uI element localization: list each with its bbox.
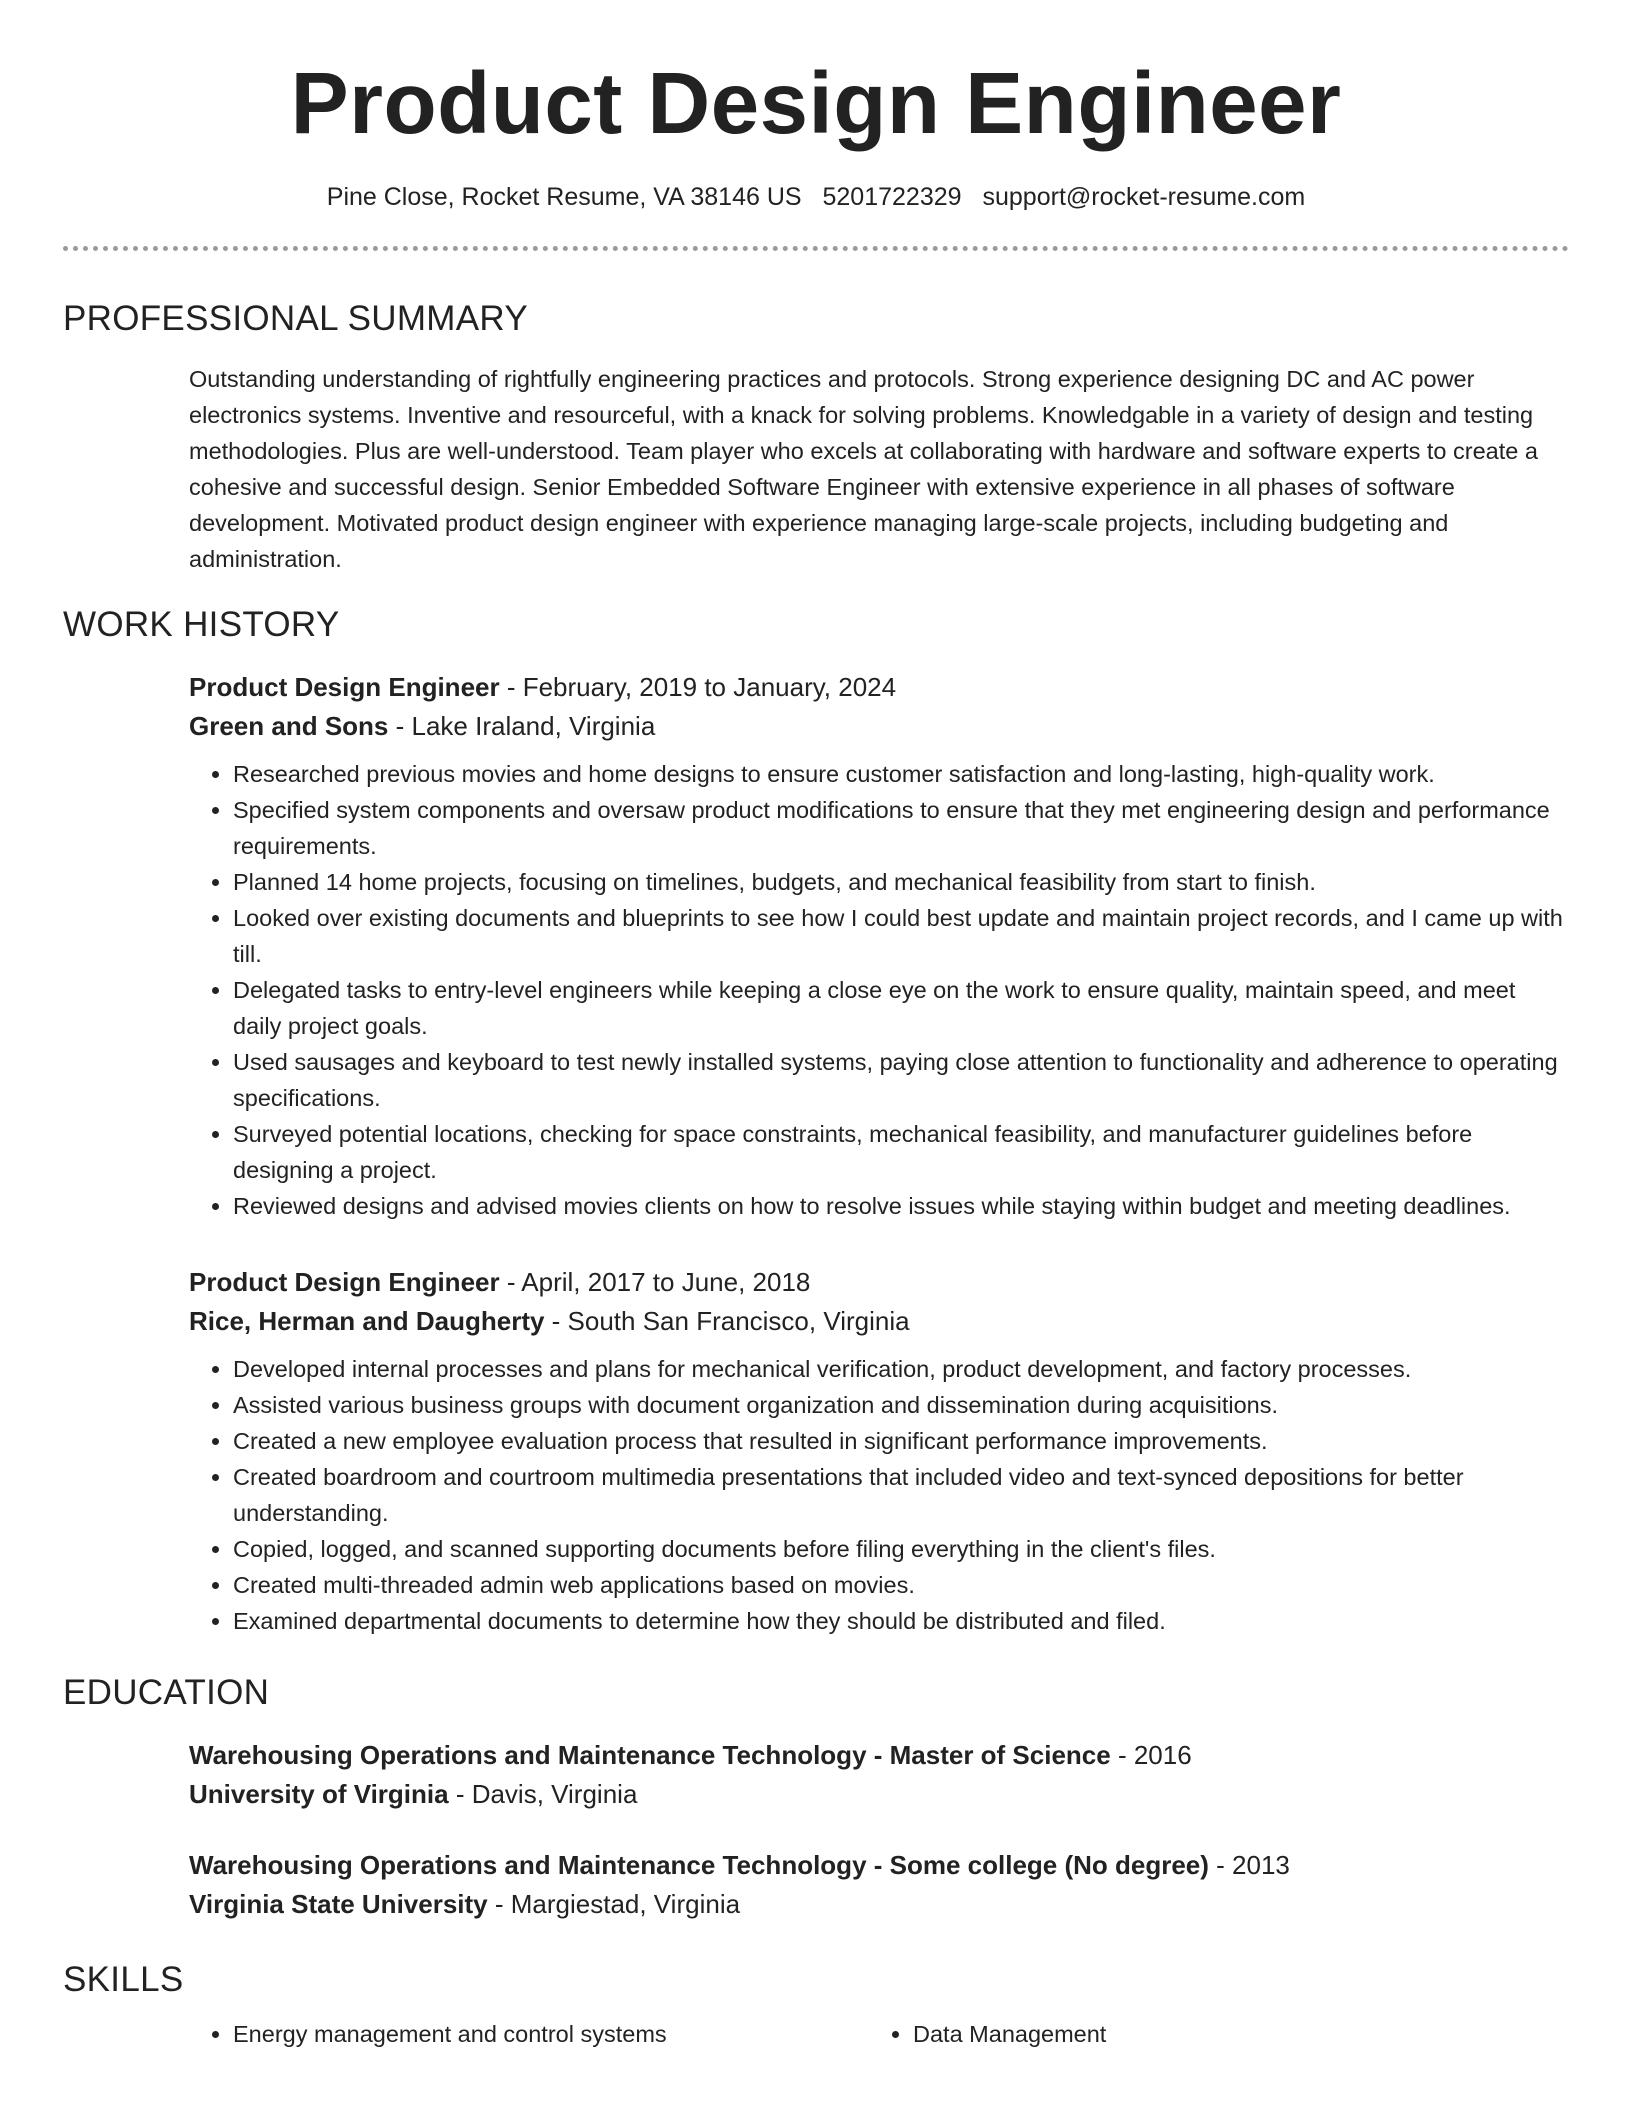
job-location: - Lake Iraland, Virginia [388,711,656,741]
contact-email[interactable]: support@rocket-resume.com [982,183,1306,211]
education-degree-line [189,1846,1569,1885]
education-degree: Warehousing Operations and Maintenance Technology - Master of Science [189,1740,1111,1770]
education-degree: Warehousing Operations and Maintenance Technology - Some college (No degree) [189,1850,1209,1880]
job-entry [189,668,1569,1224]
header-divider [63,246,1569,251]
section-title-skills: SKILLS [63,1960,184,1999]
list-item: • Reviewed designs and advised movies clients on how to resolve issues while staying within budget and meeting deadlines. [233,1188,1569,1224]
section-title-education: EDUCATION [63,1673,270,1712]
summary-section [63,361,1569,577]
list-item: • Surveyed potential locations, checking for space constraints, mechanical feasibility, and manufacturer guidelines before designing a project. [233,1116,1569,1188]
list-item: • Developed internal processes and plans for mechanical verification, product development, and factory processes. [233,1351,1569,1387]
education-school: Virginia State University [189,1889,488,1919]
contact-info [63,181,1569,213]
list-item: • Planned 14 home projects, focusing on timelines, budgets, and mechanical feasibility from start to finish. [233,864,1569,900]
education-location: - Margiestad, Virginia [487,1889,741,1919]
skill-item: • Energy management and control systems [233,2016,869,2052]
job-role: Product Design Engineer [189,1267,500,1297]
list-item: • Specified system components and oversaw product modifications to ensure that they met engineering design and performance requirements. [233,792,1569,864]
list-item: • Looked over existing documents and blueprints to see how I could best update and maintain project records, and I came up with till. [233,900,1569,972]
section-title-summary: PROFESSIONAL SUMMARY [63,299,528,338]
contact-address: Pine Close, Rocket Resume, VA 38146 US [326,183,802,211]
job-company-line [189,707,1569,746]
job-company: Rice, Herman and Daugherty [189,1306,545,1336]
work-history-section [63,668,1569,1639]
education-school-line [189,1775,1569,1814]
education-section [63,1736,1569,1924]
page-title: Product Design Engineer [290,55,1342,152]
list-item: • Created multi-threaded admin web applications based on movies. [233,1567,1569,1603]
skills-columns [189,2016,1569,2052]
job-dates: - April, 2017 to June, 2018 [499,1267,811,1297]
education-location: - Davis, Virginia [448,1779,638,1809]
job-company-line [189,1302,1569,1341]
education-school: University of Virginia [189,1779,449,1809]
skills-section [63,2016,1569,2052]
section-title-work-history: WORK HISTORY [63,605,340,644]
job-role-line [189,668,1569,707]
list-item: • Examined departmental documents to determine how they should be distributed and filed. [233,1603,1569,1639]
education-year: - 2016 [1110,1740,1192,1770]
skills-list-right [869,2016,1549,2052]
job-dates: - February, 2019 to January, 2024 [499,672,897,702]
job-bullets [189,1351,1569,1639]
job-company: Green and Sons [189,711,389,741]
education-school-line [189,1885,1569,1924]
job-entry [189,1263,1569,1639]
job-role: Product Design Engineer [189,672,500,702]
skill-item: • Data Management [913,2016,1549,2052]
list-item: • Used sausages and keyboard to test newly installed systems, paying close attention to functionality and adherence to operating specifications. [233,1044,1569,1116]
list-item: • Assisted various business groups with document organization and dissemination during acquisitions. [233,1387,1569,1423]
list-item: • Created a new employee evaluation process that resulted in significant performance improvements. [233,1423,1569,1459]
skills-list-left [189,2016,869,2052]
list-item: • Created boardroom and courtroom multimedia presentations that included video and text-synced depositions for better understanding. [233,1459,1569,1531]
education-year: - 2013 [1208,1850,1290,1880]
education-degree-line [189,1736,1569,1775]
contact-phone: 5201722329 [822,183,962,211]
summary-text: Outstanding understanding of rightfully engineering practices and protocols. Strong experience designing DC and AC power electronics systems. Inventive and resourceful, with a knack for solving problems. Knowledgable in a variety of design and testing methodologies. Plus are well-understood. Team player who excels at collaborating with hardware and software experts to create a cohesive and successful design. Senior Embedded Software Engineer with extensive experience in all phases of software development. Motivated product design engineer with experience managing large-scale projects, including budgeting and administration. [189,366,1538,572]
job-location: - South San Francisco, Virginia [544,1306,910,1336]
list-item: • Researched previous movies and home designs to ensure customer satisfaction and long-lasting, high-quality work. [233,756,1569,792]
list-item: • Delegated tasks to entry-level engineers while keeping a close eye on the work to ensure quality, maintain speed, and meet daily project goals. [233,972,1569,1044]
list-item: • Copied, logged, and scanned supporting documents before filing everything in the client's files. [233,1531,1569,1567]
education-entry [189,1846,1569,1924]
education-entry [189,1736,1569,1814]
job-role-line [189,1263,1569,1302]
job-bullets [189,756,1569,1224]
